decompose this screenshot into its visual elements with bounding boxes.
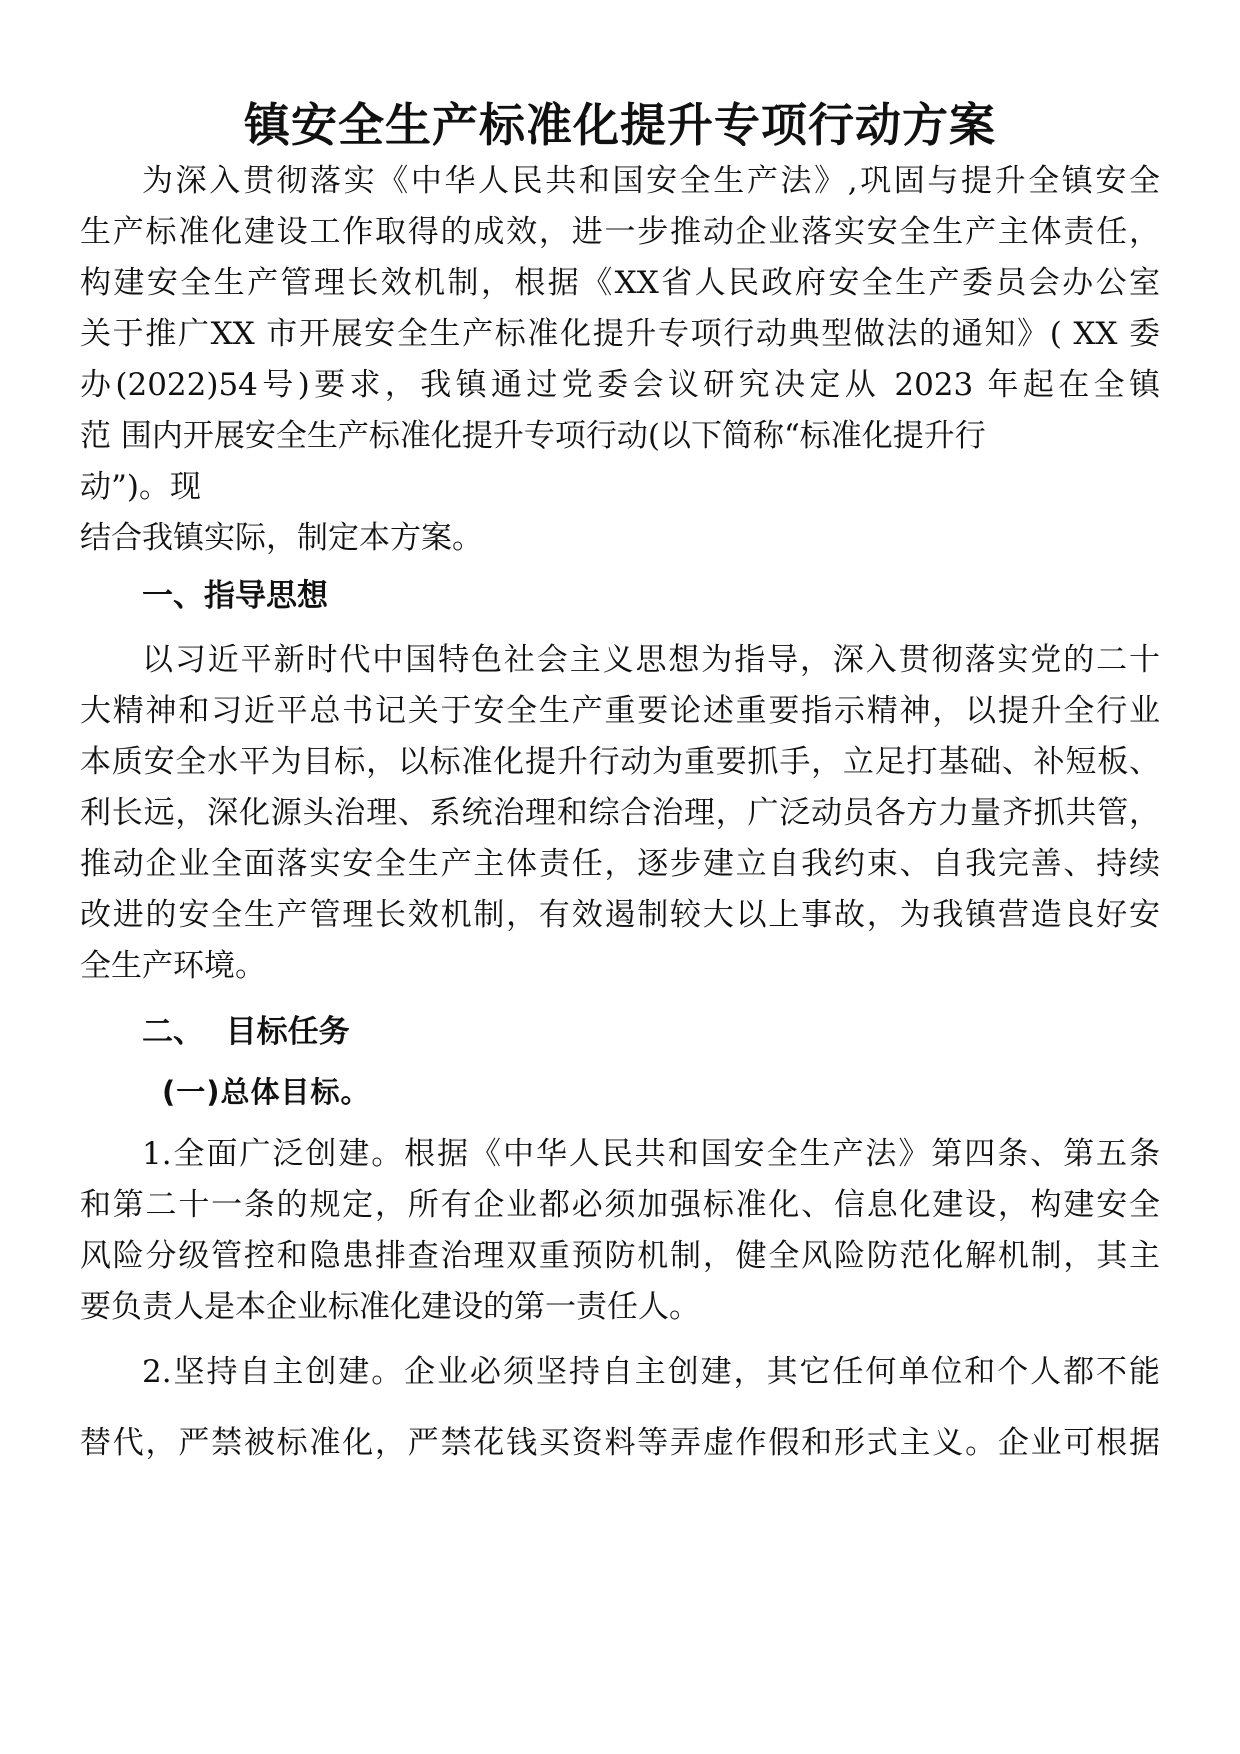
intro-line: 动”)。现 bbox=[80, 469, 201, 505]
paragraph-line: 本质安全水平为目标，以标准化提升行动为重要抓手，立足打基础、补短板、 bbox=[80, 744, 1160, 780]
subsection-heading: (一)总体目标。 bbox=[162, 1075, 371, 1109]
paragraph-line: 全生产环境。 bbox=[80, 948, 266, 984]
section-heading: 一、指导思想 bbox=[142, 578, 328, 614]
paragraph-line: 2.坚持自主创建。企业必须坚持自主创建，其它任何单位和个人都不能 bbox=[142, 1354, 1160, 1390]
paragraph-line: 要负责人是本企业标准化建设的第一责任人。 bbox=[80, 1289, 700, 1325]
paragraph-line: 推动企业全面落实安全生产主体责任，逐步建立自我约束、自我完善、持续 bbox=[80, 846, 1160, 882]
section-heading: 二、 目标任务 bbox=[142, 1014, 350, 1050]
paragraph-line: 以习近平新时代中国特色社会主义思想为指导，深入贯彻落实党的二十 bbox=[142, 642, 1160, 678]
intro-line: 为深入贯彻落实《中华人民共和国安全生产法》,巩固与提升全镇安全 bbox=[142, 163, 1160, 199]
paragraph-line: 和第二十一条的规定，所有企业都必须加强标准化、信息化建设，构建安全 bbox=[80, 1187, 1160, 1223]
paragraph-line: 利长远，深化源头治理、系统治理和综合治理，广泛动员各方力量齐抓共管， bbox=[80, 795, 1160, 831]
paragraph-line: 改进的安全生产管理长效机制，有效遏制较大以上事故，为我镇营造良好安 bbox=[80, 897, 1160, 933]
intro-line: 构建安全生产管理长效机制，根据《XX省人民政府安全生产委员会办公室 bbox=[80, 265, 1160, 301]
paragraph-line: 1.全面广泛创建。根据《中华人民共和国安全生产法》第四条、第五条 bbox=[142, 1136, 1160, 1172]
intro-line: 办(2022)54号)要求，我镇通过党委会议研究决定从 2023 年起在全镇 bbox=[80, 367, 1160, 403]
paragraph-line: 大精神和习近平总书记关于安全生产重要论述重要指示精神，以提升全行业 bbox=[80, 693, 1160, 729]
paragraph-line: 风险分级管控和隐患排查治理双重预防机制，健全风险防范化解机制，其主 bbox=[80, 1238, 1160, 1274]
intro-line: 范 围内开展安全生产标准化提升专项行动(以下简称“标准化提升行 bbox=[80, 418, 986, 454]
intro-line: 关于推广XX 市开展安全生产标准化提升专项行动典型做法的通知》( XX 委 bbox=[80, 316, 1160, 352]
paragraph-line: 替代，严禁被标准化，严禁花钱买资料等弄虚作假和形式主义。企业可根据 bbox=[80, 1425, 1160, 1461]
intro-line: 生产标准化建设工作取得的成效，进一步推动企业落实安全生产主体责任， bbox=[80, 214, 1160, 250]
document-title: 镇安全生产标准化提升专项行动方案 bbox=[244, 98, 996, 152]
intro-line: 结合我镇实际，制定本方案。 bbox=[80, 520, 483, 556]
